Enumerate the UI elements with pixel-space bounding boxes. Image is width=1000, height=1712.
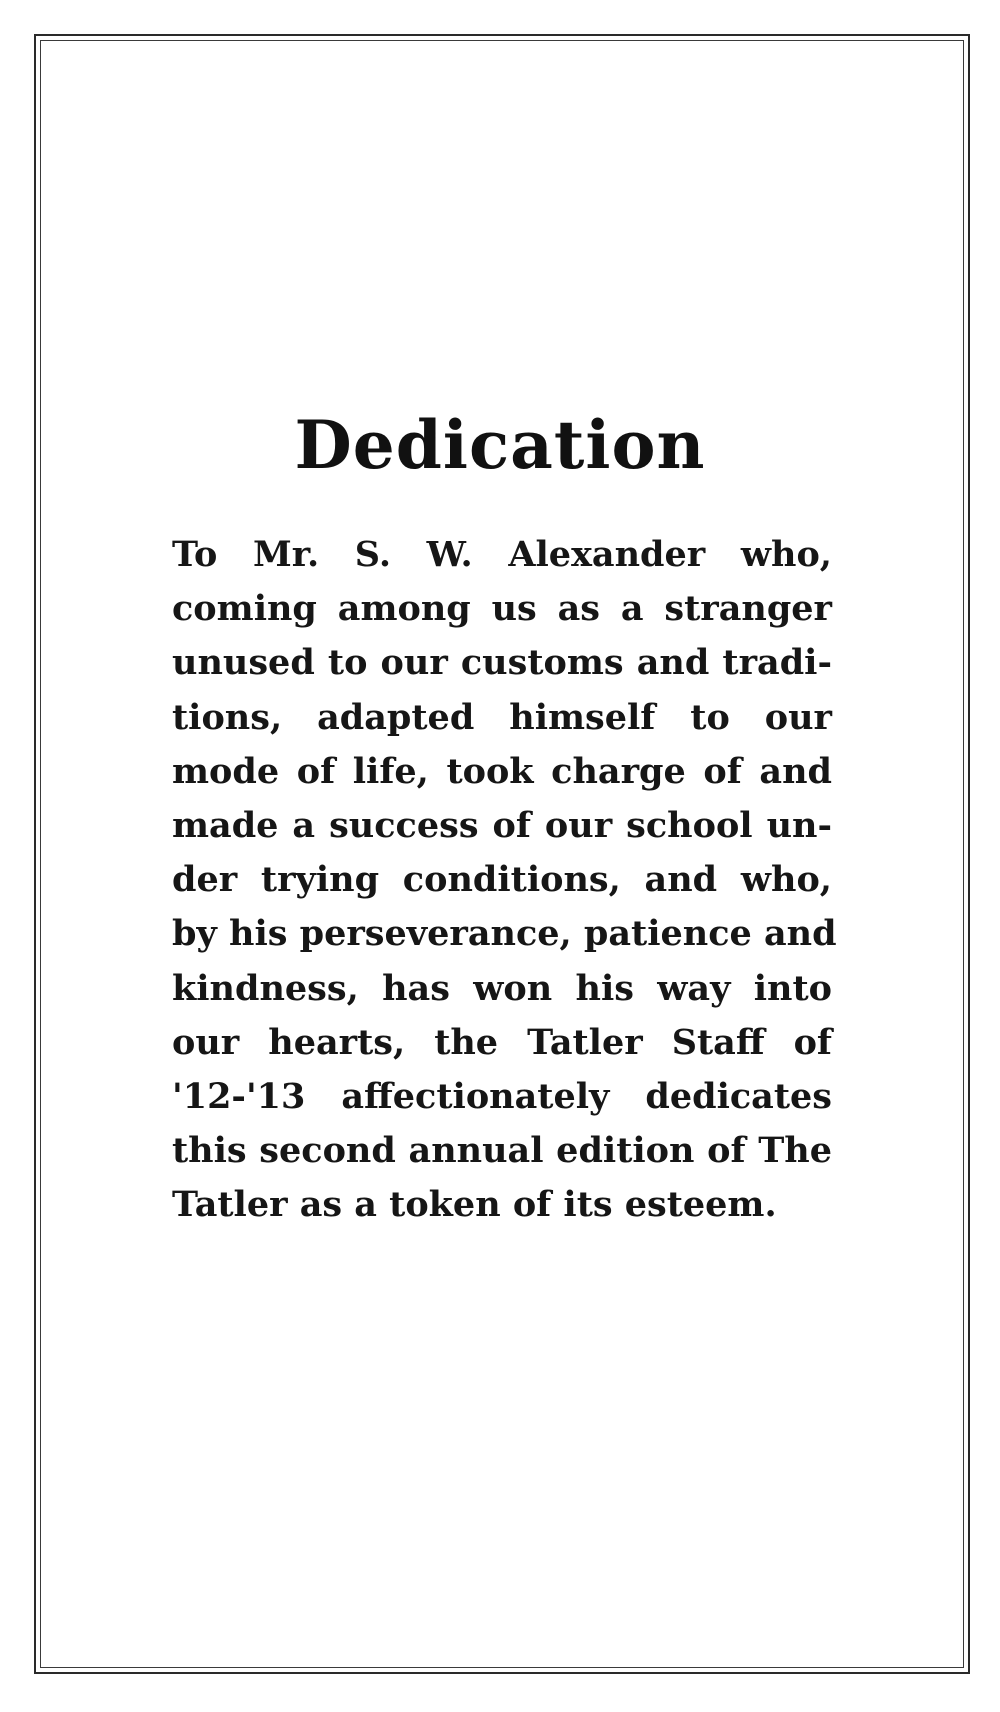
dedication-line-2: coming among us as a stranger xyxy=(172,588,832,630)
dedication-line-7: der trying conditions, and who, xyxy=(172,859,832,901)
dedication-title: Dedication xyxy=(294,406,706,484)
dedication-line-10: our hearts, the Tatler Staff of xyxy=(172,1021,832,1063)
dedication-line-12: this second annual edition of The xyxy=(172,1130,832,1172)
dedication-line-5: mode of life, took charge of and xyxy=(172,750,832,792)
dedication-line-3: unused to our customs and tradi- xyxy=(172,642,832,684)
dedication-text xyxy=(172,528,837,1232)
dedication-line-9: kindness, has won his way into xyxy=(172,967,832,1009)
dedication-line-1: To Mr. S. W. Alexander who, xyxy=(172,534,832,575)
dedication-line-8: by his perseverance, patience and xyxy=(172,913,837,955)
dedication-line-6: made a success of our school un- xyxy=(172,804,832,846)
dedication-line-11: '12-'13 affectionately dedicates xyxy=(172,1075,832,1117)
dedication-line-4: tions, adapted himself to our xyxy=(172,696,832,738)
dedication-line-13: Tatler as a token of its esteem. xyxy=(172,1184,777,1226)
